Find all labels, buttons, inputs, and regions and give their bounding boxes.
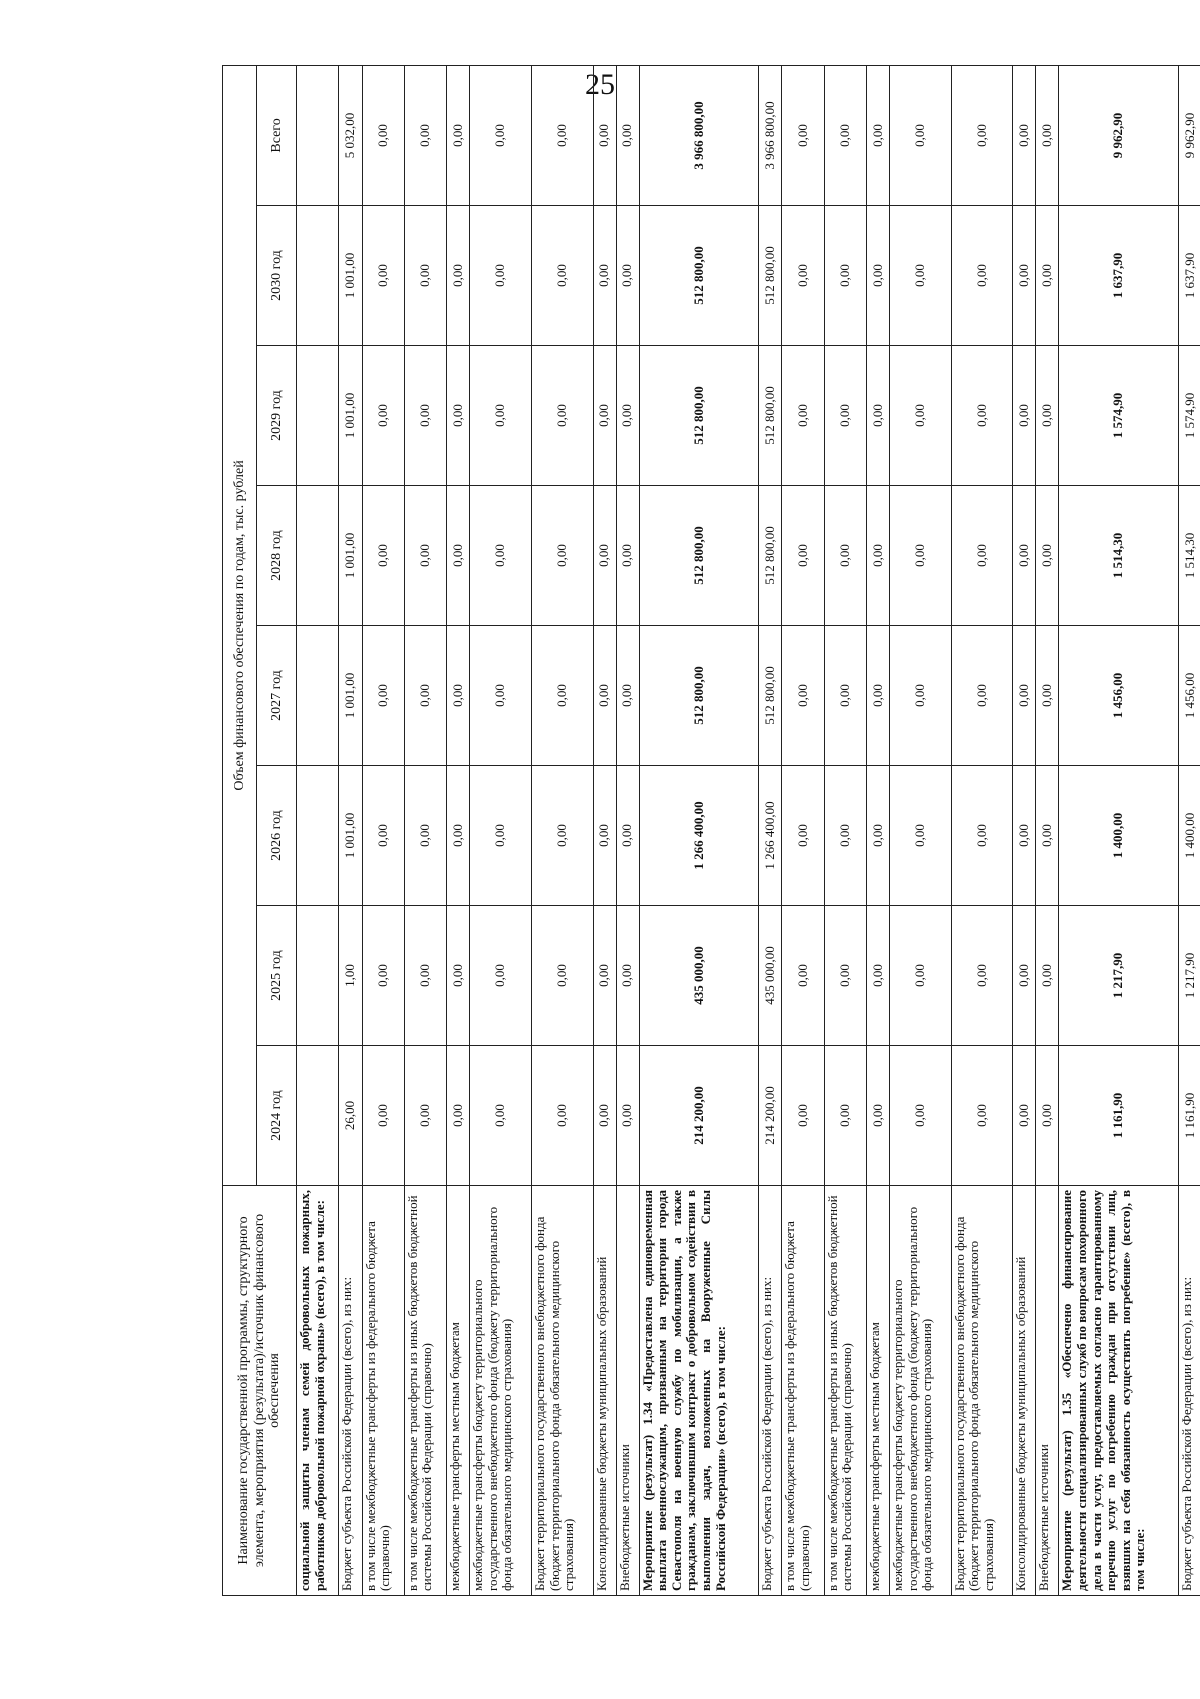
value-cell: 1 001,00 [339,346,362,486]
page-number: 25 [585,68,615,101]
rotated-table-container [222,66,1200,1596]
value-cell: 0,00 [593,1046,616,1186]
value-cell [297,1046,339,1186]
value-cell: 0,00 [1036,206,1059,346]
value-cell: 0,00 [782,1046,824,1186]
value-cell [297,626,339,766]
row-label: социальной защиты членам семей добровольных пожарных, работников добровольной пожарной охраны» (всего), в том числе: [297,1186,339,1596]
value-cell: 0,00 [470,65,532,205]
value-cell: 0,00 [404,486,446,626]
row-label: в том числе межбюджетные трансферты из федерального бюджета (справочно) [782,1186,824,1596]
value-cell: 0,00 [782,65,824,205]
value-cell: 0,00 [531,346,593,486]
value-cell: 0,00 [616,346,639,486]
table-row [362,65,404,1595]
value-cell: 0,00 [447,626,470,766]
table-row [866,65,889,1595]
table-row [951,65,1013,1595]
row-label: Консолидированные бюджеты муниципальных образований [593,1186,616,1596]
value-cell: 0,00 [593,626,616,766]
value-cell: 0,00 [890,346,952,486]
value-cell: 0,00 [1013,65,1036,205]
value-cell: 0,00 [531,206,593,346]
value-cell: 0,00 [470,206,532,346]
table-row [1059,65,1178,1595]
value-cell: 0,00 [404,65,446,205]
value-cell: 0,00 [404,766,446,906]
value-cell: 0,00 [447,906,470,1046]
table-row [1178,65,1200,1595]
value-cell: 0,00 [951,206,1013,346]
value-cell: 0,00 [531,65,593,205]
value-cell [297,906,339,1046]
table-row [759,65,782,1595]
row-label: Консолидированные бюджеты муниципальных образований [1013,1186,1036,1596]
value-cell: 0,00 [616,65,639,205]
value-cell: 0,00 [1013,906,1036,1046]
value-cell: 1 400,00 [1059,766,1178,906]
value-cell: 1 161,90 [1178,1046,1200,1186]
value-cell: 0,00 [1013,346,1036,486]
value-cell: 0,00 [1036,346,1059,486]
value-cell: 0,00 [890,906,952,1046]
value-cell: 0,00 [404,906,446,1046]
value-cell: 0,00 [890,1046,952,1186]
value-cell: 0,00 [362,346,404,486]
volume-title: Объем финансового обеспечения по годам, тыс. рублей [223,65,257,1185]
value-cell: 1 456,00 [1059,626,1178,766]
value-cell: 512 800,00 [759,486,782,626]
value-cell: 0,00 [866,65,889,205]
value-cell: 0,00 [447,1046,470,1186]
value-cell: 1 514,30 [1059,486,1178,626]
value-cell: 0,00 [1036,626,1059,766]
value-cell: 0,00 [470,486,532,626]
value-cell: 0,00 [866,766,889,906]
value-cell: 0,00 [593,766,616,906]
value-cell: 0,00 [890,626,952,766]
value-cell: 0,00 [470,906,532,1046]
row-label: межбюджетные трансферты бюджету территориального государственного внебюджетного фонда (бюджету территориального фонда обязательного медицинского страхования) [470,1186,532,1596]
table-row [447,65,470,1595]
value-cell: 0,00 [362,65,404,205]
value-cell: 0,00 [866,206,889,346]
table-row [297,65,339,1595]
value-cell: 0,00 [951,626,1013,766]
row-label: Внебюджетные источники [1036,1186,1059,1596]
row-label: в том числе межбюджетные трансферты из иных бюджетов бюджетной системы Российской Федерации (справочно) [404,1186,446,1596]
value-cell: 0,00 [531,486,593,626]
row-label: Бюджет территориального государственного внебюджетного фонда (бюджет территориального фонда обязательного медицинского страхования) [951,1186,1013,1596]
value-cell: 0,00 [447,65,470,205]
table-row [616,65,639,1595]
row-label: Бюджет территориального государственного внебюджетного фонда (бюджет территориального фонда обязательного медицинского страхования) [531,1186,593,1596]
value-cell [297,206,339,346]
value-cell: 435 000,00 [759,906,782,1046]
value-cell: 0,00 [362,486,404,626]
value-cell: 0,00 [531,906,593,1046]
value-cell: 0,00 [782,766,824,906]
value-cell: 0,00 [447,206,470,346]
value-cell: 0,00 [404,206,446,346]
value-cell: 0,00 [866,906,889,1046]
value-cell: 0,00 [866,346,889,486]
row-label: Внебюджетные источники [616,1186,639,1596]
value-cell: 214 200,00 [639,1046,758,1186]
value-cell: 0,00 [616,206,639,346]
value-cell: 0,00 [1013,206,1036,346]
value-cell: 0,00 [1013,1046,1036,1186]
value-cell: 0,00 [616,486,639,626]
value-cell: 3 966 800,00 [639,65,758,205]
value-cell [297,65,339,205]
value-cell: 0,00 [866,626,889,766]
value-cell [297,486,339,626]
value-cell: 9 962,90 [1178,65,1200,205]
value-cell: 0,00 [616,906,639,1046]
value-cell: 0,00 [824,766,866,906]
value-cell: 0,00 [593,906,616,1046]
value-cell: 0,00 [866,486,889,626]
value-cell: 0,00 [951,346,1013,486]
value-cell: 0,00 [616,626,639,766]
value-cell: 26,00 [339,1046,362,1186]
value-cell: 1 637,90 [1178,206,1200,346]
row-label: межбюджетные трансферты бюджету территориального государственного внебюджетного фонда (бюджету территориального фонда обязательного медицинского страхования) [890,1186,952,1596]
value-cell: 0,00 [890,766,952,906]
value-cell: 214 200,00 [759,1046,782,1186]
value-cell: 0,00 [470,1046,532,1186]
value-cell: 512 800,00 [639,626,758,766]
value-cell: 512 800,00 [639,346,758,486]
value-cell: 1 514,30 [1178,486,1200,626]
value-cell: 0,00 [362,626,404,766]
row-label: Мероприятие (результат) 1.35 «Обеспечено финансирование деятельности специализированных служб по вопросам похоронного дела в части услуг, предоставляемых согласно гарантированному перечню услуг по погребению граждан при отсутствии лиц, взявших на себя обязанность осуществить погребение» (всего), в том числе: [1059,1186,1178,1596]
row-label: в том числе межбюджетные трансферты из федерального бюджета (справочно) [362,1186,404,1596]
value-cell: 0,00 [824,346,866,486]
year-header: 2024 год [257,1046,297,1186]
value-cell: 0,00 [951,906,1013,1046]
year-header: 2028 год [257,486,297,626]
table-row [339,65,362,1595]
value-cell: 0,00 [470,346,532,486]
row-label: Мероприятие (результат) 1.34 «Предоставлена единовременная выплата военнослужащим, призванным на территории города Севастополя на военную службу по мобилизации, а также гражданам, заключившим контракт о добровольном содействии в выполнении задач, возложенных на Вооруженные Силы Российской Федерации» (всего), в том числе: [639,1186,758,1596]
value-cell: 9 962,90 [1059,65,1178,205]
year-header: Всего [257,65,297,205]
value-cell: 3 966 800,00 [759,65,782,205]
year-header: 2027 год [257,626,297,766]
value-cell: 0,00 [1036,65,1059,205]
value-cell: 1 400,00 [1178,766,1200,906]
value-cell: 0,00 [404,346,446,486]
year-header: 2026 год [257,766,297,906]
table-row [593,65,616,1595]
value-cell: 0,00 [593,346,616,486]
value-cell: 0,00 [782,906,824,1046]
value-cell: 0,00 [951,486,1013,626]
value-cell: 1 266 400,00 [639,766,758,906]
year-header: 2030 год [257,206,297,346]
value-cell: 0,00 [1036,766,1059,906]
value-cell: 0,00 [404,626,446,766]
value-cell: 0,00 [824,906,866,1046]
value-cell: 0,00 [447,346,470,486]
value-cell: 0,00 [447,486,470,626]
value-cell: 1 217,90 [1178,906,1200,1046]
value-cell: 0,00 [447,766,470,906]
year-header: 2029 год [257,346,297,486]
value-cell: 512 800,00 [759,206,782,346]
financing-table [222,65,1200,1596]
value-cell: 0,00 [890,486,952,626]
value-cell: 0,00 [782,486,824,626]
row-label: Бюджет субъекта Российской Федерации (всего), из них: [1178,1186,1200,1596]
table-row [404,65,446,1595]
value-cell: 0,00 [951,65,1013,205]
value-cell: 1,00 [339,906,362,1046]
value-cell: 0,00 [362,206,404,346]
value-cell: 1 266 400,00 [759,766,782,906]
value-cell: 1 001,00 [339,766,362,906]
value-cell: 0,00 [404,1046,446,1186]
value-cell: 0,00 [593,486,616,626]
value-cell: 0,00 [531,766,593,906]
value-cell: 0,00 [890,65,952,205]
value-cell: 1 001,00 [339,206,362,346]
table-row [639,65,758,1595]
value-cell: 0,00 [866,1046,889,1186]
value-cell [297,766,339,906]
value-cell: 0,00 [951,1046,1013,1186]
value-cell: 1 574,90 [1059,346,1178,486]
value-cell: 0,00 [362,1046,404,1186]
value-cell: 0,00 [531,626,593,766]
value-cell: 1 574,90 [1178,346,1200,486]
value-cell: 0,00 [782,206,824,346]
row-label: межбюджетные трансферты местным бюджетам [866,1186,889,1596]
value-cell: 0,00 [531,1046,593,1186]
value-cell: 1 637,90 [1059,206,1178,346]
value-cell: 0,00 [890,206,952,346]
value-cell: 0,00 [470,766,532,906]
year-header: 2025 год [257,906,297,1046]
value-cell: 0,00 [1013,486,1036,626]
name-column-header: Наименование государственной программы, структурного элемента, мероприятия (результата)/источник финансового обеспечения [223,1186,297,1596]
value-cell: 0,00 [616,1046,639,1186]
row-label: межбюджетные трансферты местным бюджетам [447,1186,470,1596]
table-row [531,65,593,1595]
table-row [1013,65,1036,1595]
value-cell: 1 217,90 [1059,906,1178,1046]
value-cell: 0,00 [616,766,639,906]
value-cell: 0,00 [824,65,866,205]
row-label: Бюджет субъекта Российской Федерации (всего), из них: [759,1186,782,1596]
value-cell: 512 800,00 [639,486,758,626]
value-cell: 1 456,00 [1178,626,1200,766]
value-cell: 0,00 [782,626,824,766]
value-cell: 1 001,00 [339,626,362,766]
value-cell: 1 001,00 [339,486,362,626]
value-cell: 0,00 [593,65,616,205]
table-row [824,65,866,1595]
value-cell [297,346,339,486]
row-label: в том числе межбюджетные трансферты из иных бюджетов бюджетной системы Российской Федерации (справочно) [824,1186,866,1596]
value-cell: 0,00 [1036,486,1059,626]
value-cell: 0,00 [824,486,866,626]
value-cell: 0,00 [782,346,824,486]
value-cell: 0,00 [1036,906,1059,1046]
table-row [782,65,824,1595]
value-cell: 512 800,00 [639,206,758,346]
value-cell: 0,00 [824,206,866,346]
table-row [890,65,952,1595]
value-cell: 0,00 [1013,766,1036,906]
value-cell: 512 800,00 [759,626,782,766]
row-label: Бюджет субъекта Российской Федерации (всего), из них: [339,1186,362,1596]
value-cell: 0,00 [1036,1046,1059,1186]
value-cell: 0,00 [362,906,404,1046]
value-cell: 0,00 [362,766,404,906]
value-cell: 1 161,90 [1059,1046,1178,1186]
value-cell: 0,00 [951,766,1013,906]
value-cell: 512 800,00 [759,346,782,486]
table-row [1036,65,1059,1595]
value-cell: 0,00 [1013,626,1036,766]
value-cell: 0,00 [824,1046,866,1186]
value-cell: 0,00 [470,626,532,766]
value-cell: 0,00 [593,206,616,346]
value-cell: 5 032,00 [339,65,362,205]
value-cell: 0,00 [824,626,866,766]
table-row [470,65,532,1595]
value-cell: 435 000,00 [639,906,758,1046]
